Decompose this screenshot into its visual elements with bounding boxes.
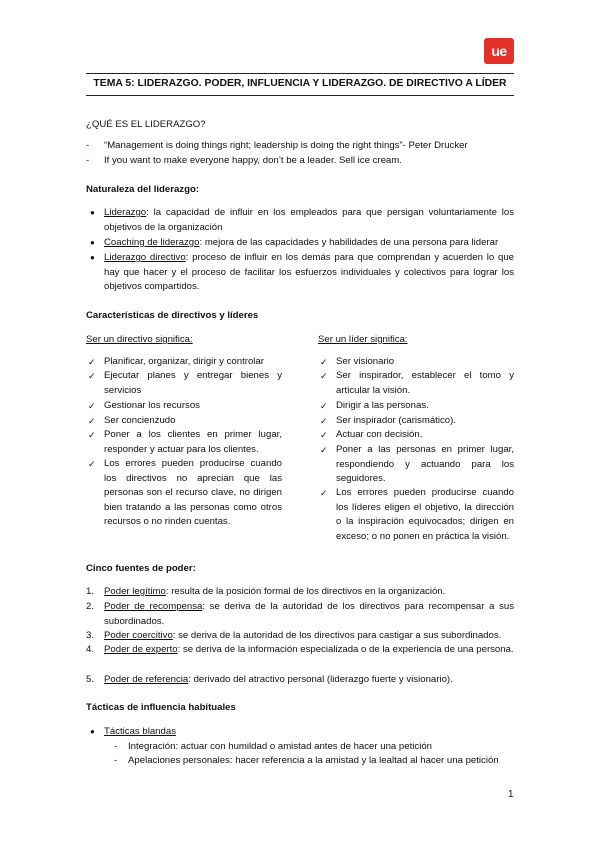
bullet-icon: ● xyxy=(90,253,95,262)
list-item: ● Liderazgo directivo: proceso de influir en los demás para que comprendan y acuerden lo que hay que hacer y el proceso de facilitar los esfuerzos individuales y colectivos para lograr los objetivos compartidos. xyxy=(90,252,515,293)
list-item: 5. Poder de referencia: derivado del atractivo personal (liderazgo fuerte y visionario). xyxy=(104,673,514,688)
check-icon: ✓ xyxy=(88,401,96,411)
bullet-icon: ● xyxy=(90,727,95,736)
check-icon: ✓ xyxy=(320,401,328,411)
list-item: ✓ Ser visionario xyxy=(336,355,514,370)
section-heading-tacticas: Tácticas de influencia habituales xyxy=(86,702,236,713)
list-item: ✓ Los errores pueden producirse cuando los directivos no aprecian que las personas son el recurso clave, no dirigen bien tratando a las personas como otros recursos o no rinden cuentas. xyxy=(88,458,282,528)
list-item: ✓ Dirigir a las personas. xyxy=(336,399,514,414)
title-top-rule xyxy=(86,73,514,74)
title-bottom-rule xyxy=(86,95,514,96)
check-icon: ✓ xyxy=(88,371,96,381)
list-item: ✓ Poner a los clientes en primer lugar, responder y actuar para los clientes. xyxy=(88,429,282,455)
list-item: - Integración: actuar con humildad o amistad antes de hacer una petición xyxy=(128,740,518,755)
check-icon: ✓ xyxy=(320,357,328,367)
check-icon: ✓ xyxy=(88,459,96,469)
list-item: ✓ Actuar con decisión. xyxy=(336,428,514,443)
list-number: 4. xyxy=(86,644,95,655)
list-item: ✓ Gestionar los recursos xyxy=(104,399,282,414)
dash-marker: - xyxy=(86,155,90,166)
section-heading-naturaleza: Naturaleza del liderazgo: xyxy=(86,184,200,195)
page-title: TEMA 5: LIDERAZGO. PODER, INFLUENCIA Y LIDERAZGO. DE DIRECTIVO A LÍDER xyxy=(93,78,507,89)
dash-marker: - xyxy=(114,741,118,752)
list-item: - “Management is doing things right; leadership is doing the right things”- Peter Drucker xyxy=(104,139,514,154)
check-icon: ✓ xyxy=(88,416,96,426)
check-icon: ✓ xyxy=(320,488,328,498)
intro-question: ¿QUÉ ES EL LIDERAZGO? xyxy=(86,119,206,130)
list-item: - If you want to make everyone happy, don’t be a leader. Sell ice cream. xyxy=(104,154,514,169)
list-item: ✓ Ser inspirador (carismático). xyxy=(336,414,514,429)
list-item: 4. Poder de experto: se deriva de la información especializada o de la experiencia de una persona. xyxy=(104,643,514,658)
section-heading-poder: Cinco fuentes de poder: xyxy=(86,563,196,574)
list-item: ✓ Planificar, organizar, dirigir y controlar xyxy=(104,355,282,370)
list-item: ✓ Poner a las personas en primer lugar, respondiendo y actuando para los seguidores. xyxy=(320,444,514,485)
dash-marker: - xyxy=(114,755,118,766)
list-number: 3. xyxy=(86,630,95,641)
bullet-icon: ● xyxy=(90,208,95,217)
list-item: 1. Poder legítimo: resulta de la posición formal de los directivos en la organización. xyxy=(104,585,514,600)
list-item: - Apelaciones personales: hacer referencia a la amistad y la lealtad al hacer una petición xyxy=(128,754,518,769)
list-item: 2. Poder de recompensa: se deriva de la autoridad de los directivos para recompensar a sus subordinados. xyxy=(86,601,514,627)
check-icon: ✓ xyxy=(88,430,96,440)
list-item: ● Coaching de liderazgo: mejora de las capacidades y habilidades de una persona para liderar xyxy=(104,236,514,251)
check-icon: ✓ xyxy=(320,416,328,426)
list-number: 5. xyxy=(86,674,95,685)
bullet-icon: ● xyxy=(90,238,95,247)
check-icon: ✓ xyxy=(320,430,328,440)
list-number: 2. xyxy=(86,601,95,612)
section-heading-caracteristicas: Características de directivos y líderes xyxy=(86,310,259,321)
list-item: ✓ Los errores pueden producirse cuando los líderes eligen el objetivo, la dirección o la inspiración equivocados; dirigen en exceso; o no ponen en práctica la visión. xyxy=(320,487,514,542)
check-icon: ✓ xyxy=(88,357,96,367)
list-item: ✓ Ejecutar planes y entregar bienes y servicios xyxy=(88,370,282,396)
page-number: 1 xyxy=(508,789,514,800)
directivo-heading: Ser un directivo significa: xyxy=(86,334,193,345)
list-item: ✓ Ser concienzudo xyxy=(104,414,282,429)
check-icon: ✓ xyxy=(320,445,328,455)
list-item: 3. Poder coercitivo: se deriva de la autoridad de los directivos para castigar a sus subordinados. xyxy=(104,629,514,644)
university-logo: ue xyxy=(484,38,514,64)
check-icon: ✓ xyxy=(320,371,328,381)
dash-marker: - xyxy=(86,140,90,151)
lider-heading: Ser un líder significa: xyxy=(318,334,408,345)
list-item: ● Liderazgo: la capacidad de influir en los empleados para que persigan voluntariamente los objetivos de la organización xyxy=(90,207,514,233)
list-number: 1. xyxy=(86,586,95,597)
list-item: ● Tácticas blandas xyxy=(104,725,514,740)
list-item: ✓ Ser inspirador, establecer el tomo y articular la visión. xyxy=(320,370,514,396)
